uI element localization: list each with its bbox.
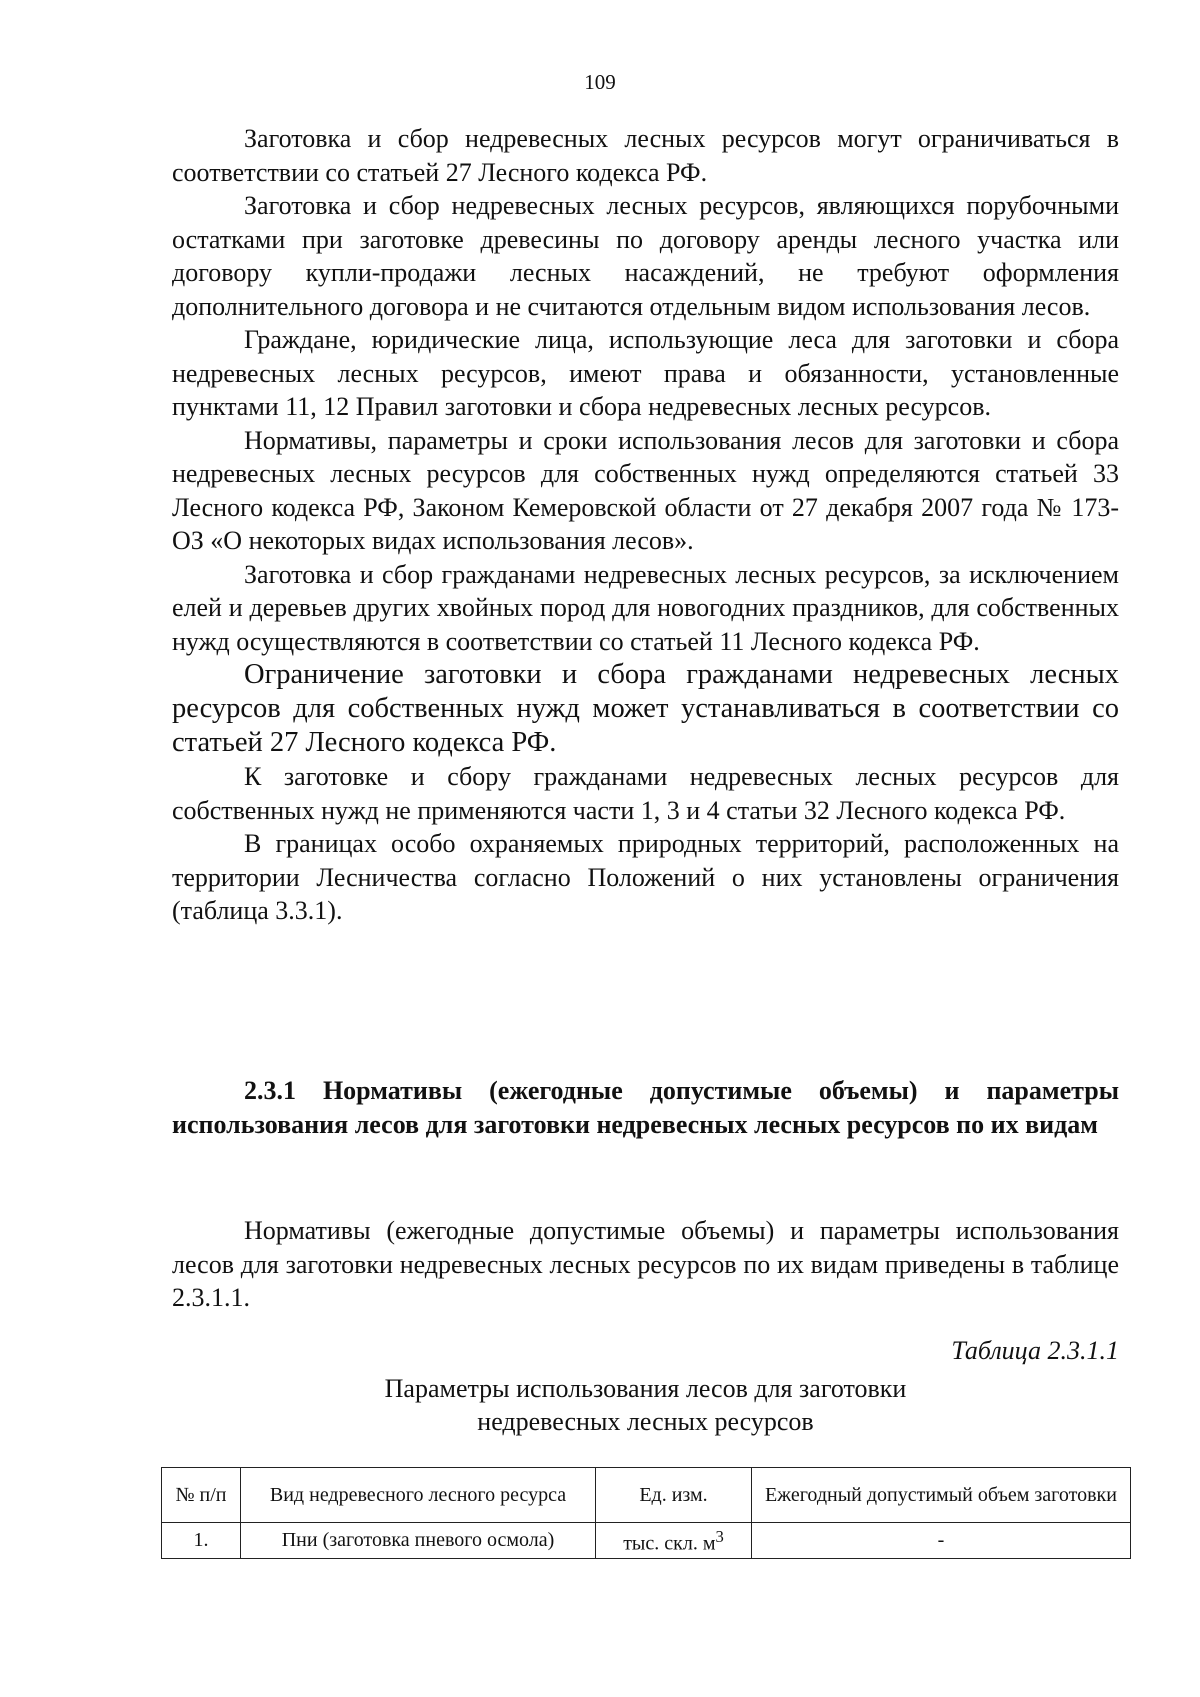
body-text xyxy=(172,122,1119,928)
paragraph-8: В границах особо охраняемых природных территорий, расположенных на территории Лесничества согласно Положений о них установлены ограничения (таблица 3.3.1). xyxy=(172,829,1119,925)
table-caption xyxy=(172,1372,1119,1438)
cell-unit xyxy=(596,1523,752,1559)
table-header-row xyxy=(162,1468,1131,1523)
page-number: 109 xyxy=(584,70,616,94)
paragraph-4: Нормативы, параметры и сроки использования лесов для заготовки и сбора недревесных лесных ресурсов для собственных нужд определяются статьей 33 Лесного кодекса РФ, Законом Кемеровской области от 27 декабря 2007 года № 173-ОЗ «О некоторых видах использования лесов». xyxy=(172,425,1119,555)
header-cell-volume: Ежегодный допустимый объем заготовки xyxy=(752,1468,1131,1523)
table-row xyxy=(162,1523,1131,1559)
paragraph-5: Заготовка и сбор гражданами недревесных лесных ресурсов, за исключением елей и деревьев других хвойных пород для новогодних праздников, для собственных нужд осуществляются в соответствии со статьей 11 Лесного кодекса РФ. xyxy=(172,559,1119,656)
table-number: Таблица 2.3.1.1 xyxy=(951,1336,1119,1365)
table-caption-line-1: Параметры использования лесов для заготовки xyxy=(384,1374,907,1403)
cell-unit-superscript: 3 xyxy=(715,1527,724,1546)
cell-volume: - xyxy=(752,1523,1131,1559)
paragraph-2: Заготовка и сбор недревесных лесных ресурсов, являющихся порубочными остатками при заготовке древесины по договору аренды лесного участка или договору купли-продажи лесных насаждений, не требуют оформления дополнительного договора и не считаются отдельным видом использования лесов. xyxy=(172,191,1119,321)
cell-number: 1. xyxy=(162,1523,241,1559)
header-cell-number: № п/п xyxy=(162,1468,241,1523)
cell-unit-text: тыс. скл. м xyxy=(623,1532,716,1555)
section-heading: 2.3.1 Нормативы (ежегодные допустимые объемы) и параметры использования лесов для заготовки недревесных лесных ресурсов по их видам xyxy=(172,1076,1119,1139)
resources-table xyxy=(161,1467,1131,1559)
paragraph-1: Заготовка и сбор недревесных лесных ресурсов могут ограничиваться в соответствии со статьей 27 Лесного кодекса РФ. xyxy=(172,124,1119,187)
paragraph-3: Граждане, юридические лица, использующие леса для заготовки и сбора недревесных лесных ресурсов, имеют права и обязанности, установленные пунктами 11, 12 Правил заготовки и сбора недревесных лесных ресурсов. xyxy=(172,325,1119,421)
paragraph-6: Ограничение заготовки и сбора гражданами недревесных лесных ресурсов для собственных нужд может устанавливаться в соответствии со статьей 27 Лесного кодекса РФ. xyxy=(172,659,1119,758)
table-caption-line-2: недревесных лесных ресурсов xyxy=(477,1407,814,1436)
body-text-after-heading xyxy=(172,1214,1119,1315)
paragraph-table-reference: Нормативы (ежегодные допустимые объемы) и параметры использования лесов для заготовки недревесных лесных ресурсов по их видам приведены в таблице 2.3.1.1. xyxy=(172,1216,1119,1312)
header-cell-unit: Ед. изм. xyxy=(596,1468,752,1523)
header-cell-resource: Вид недревесного лесного ресурса xyxy=(241,1468,596,1523)
cell-resource: Пни (заготовка пневого осмола) xyxy=(241,1523,596,1559)
paragraph-7: К заготовке и сбору гражданами недревесных лесных ресурсов для собственных нужд не применяются части 1, 3 и 4 статьи 32 Лесного кодекса РФ. xyxy=(172,762,1119,825)
